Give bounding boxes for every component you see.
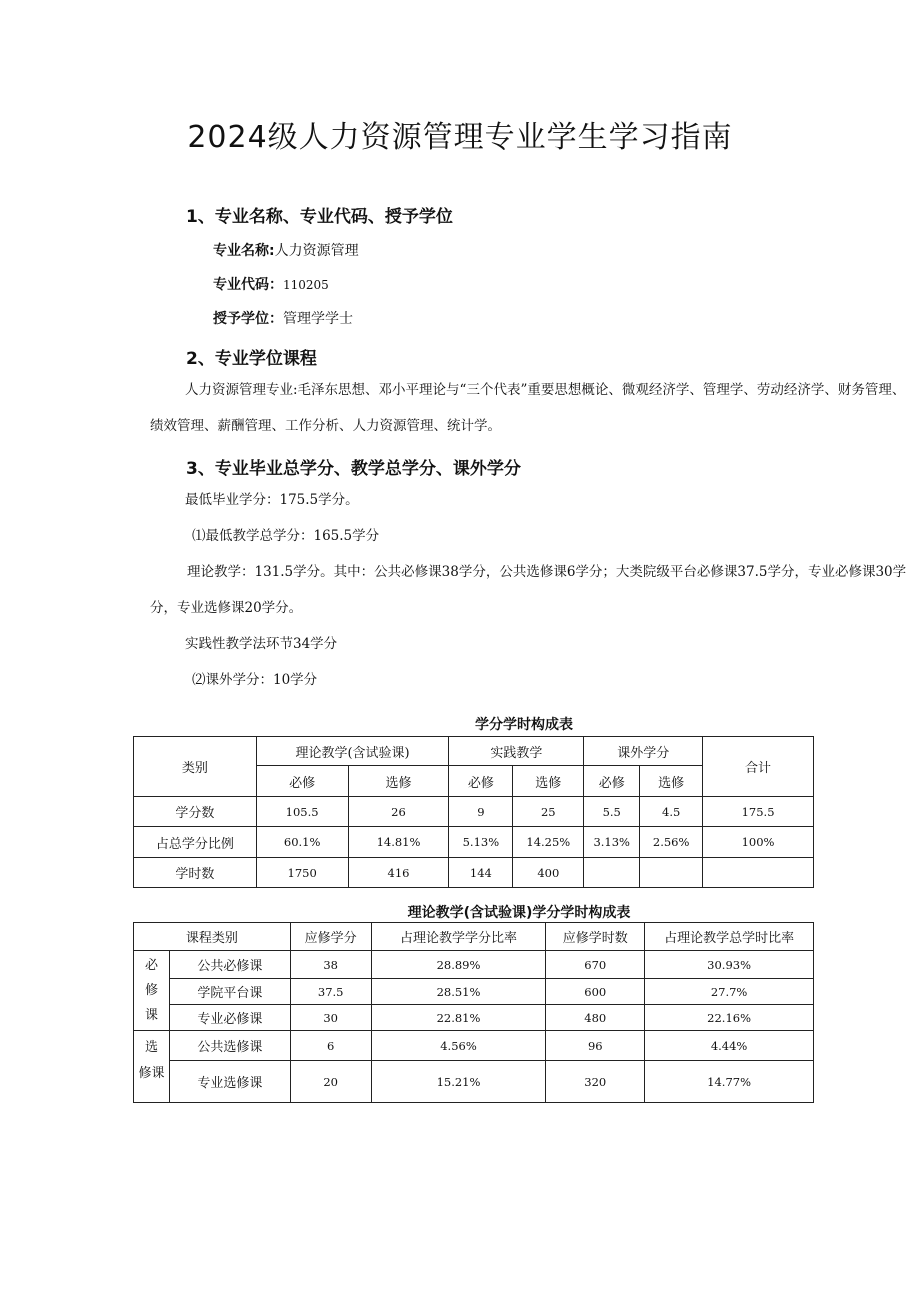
table-cell: 28.51% xyxy=(371,979,546,1005)
header-extra-required: 必修 xyxy=(584,766,640,797)
table-row xyxy=(134,951,814,979)
major-name-field xyxy=(213,240,359,260)
table-cell: 320 xyxy=(546,1061,645,1103)
table-cell xyxy=(703,858,814,888)
table-row xyxy=(134,797,814,827)
table-cell: 27.7% xyxy=(645,979,814,1005)
table-cell: 600 xyxy=(546,979,645,1005)
course-name: 公共选修课 xyxy=(169,1031,290,1061)
table-row xyxy=(134,1005,814,1031)
table-row xyxy=(134,827,814,858)
degree-label: 授予学位： xyxy=(213,311,283,327)
degree-field xyxy=(213,308,353,328)
theory-teaching-text: 理论教学：131.5学分。其中：公共必修课38学分，公共选修课6学分；大类院级平台必修课37.5学分，专业必修课30学分，专业选修课20学分。 xyxy=(150,564,907,616)
table1-caption: 学分学时构成表 xyxy=(475,717,573,733)
table2-caption: 理论教学(含试验课)学分学时构成表 xyxy=(407,905,631,921)
row-label: 占总学分比例 xyxy=(134,827,257,858)
course-name: 专业选修课 xyxy=(169,1061,290,1103)
table-cell: 30.93% xyxy=(645,951,814,979)
header-practice-elective: 选修 xyxy=(513,766,584,797)
header-category: 类别 xyxy=(134,737,257,797)
table-row xyxy=(134,1061,814,1103)
header-hours: 应修学时数 xyxy=(546,923,645,951)
row-label: 学时数 xyxy=(134,858,257,888)
table-row xyxy=(134,1031,814,1061)
section-2-heading: 2、专业学位课程 xyxy=(186,349,317,369)
course-name: 专业必修课 xyxy=(169,1005,290,1031)
table-cell: 14.77% xyxy=(645,1061,814,1103)
credit-hours-table xyxy=(133,736,814,888)
major-code-field xyxy=(213,274,329,294)
header-theory-required: 必修 xyxy=(256,766,348,797)
min-teaching-credits: ⑴最低教学总学分：165.5学分 xyxy=(192,528,380,544)
table-cell: 144 xyxy=(449,858,513,888)
table-cell: 480 xyxy=(546,1005,645,1031)
header-practice: 实践教学 xyxy=(449,737,584,766)
table-cell: 400 xyxy=(513,858,584,888)
theory-credit-table xyxy=(133,922,814,1103)
table-cell: 416 xyxy=(348,858,449,888)
header-course-type: 课程类别 xyxy=(134,923,291,951)
table-cell xyxy=(584,858,640,888)
page-title: 2024级人力资源管理专业学生学习指南 xyxy=(187,120,733,155)
table-cell: 4.56% xyxy=(371,1031,546,1061)
table-row xyxy=(134,979,814,1005)
extra-credits: ⑵课外学分：10学分 xyxy=(192,672,318,688)
degree-courses-text: 人力资源管理专业:毛泽东思想、邓小平理论与“三个代表”重要思想概论、微观经济学、管理学、劳动经济学、财务管理、绩效管理、薪酬管理、工作分析、人力资源管理、统计学。 xyxy=(150,382,906,434)
course-name: 学院平台课 xyxy=(169,979,290,1005)
table-cell: 26 xyxy=(348,797,449,827)
major-code-value: 110205 xyxy=(283,278,329,292)
table-cell: 4.44% xyxy=(645,1031,814,1061)
table-cell: 15.21% xyxy=(371,1061,546,1103)
row-label: 学分数 xyxy=(134,797,257,827)
section-3-heading: 3、专业毕业总学分、教学总学分、课外学分 xyxy=(186,459,521,479)
course-name: 公共必修课 xyxy=(169,951,290,979)
table-cell: 1750 xyxy=(256,858,348,888)
table-cell: 14.25% xyxy=(513,827,584,858)
table-cell: 105.5 xyxy=(256,797,348,827)
major-name-label: 专业名称: xyxy=(213,243,275,259)
major-code-label: 专业代码： xyxy=(213,277,283,293)
table-cell: 25 xyxy=(513,797,584,827)
section-1-heading: 1、专业名称、专业代码、授予学位 xyxy=(186,207,453,227)
table-cell: 37.5 xyxy=(290,979,371,1005)
table-cell: 22.81% xyxy=(371,1005,546,1031)
practice-credits: 实践性教学法环节34学分 xyxy=(185,636,338,652)
header-credit-ratio: 占理论教学学分比率 xyxy=(371,923,546,951)
group-required: 必 修 课 xyxy=(134,951,170,1031)
header-extra: 课外学分 xyxy=(584,737,703,766)
table-cell: 30 xyxy=(290,1005,371,1031)
header-theory-elective: 选修 xyxy=(348,766,449,797)
min-grad-credits: 最低毕业学分：175.5学分。 xyxy=(185,492,359,508)
table-cell: 6 xyxy=(290,1031,371,1061)
table-cell: 5.13% xyxy=(449,827,513,858)
table-cell: 22.16% xyxy=(645,1005,814,1031)
table-cell: 3.13% xyxy=(584,827,640,858)
table-cell: 28.89% xyxy=(371,951,546,979)
table-cell: 60.1% xyxy=(256,827,348,858)
table-cell: 20 xyxy=(290,1061,371,1103)
header-hour-ratio: 占理论教学总学时比率 xyxy=(645,923,814,951)
header-practice-required: 必修 xyxy=(449,766,513,797)
table-cell: 14.81% xyxy=(348,827,449,858)
major-name-value: 人力资源管理 xyxy=(274,243,359,259)
table-row xyxy=(134,858,814,888)
table-cell: 5.5 xyxy=(584,797,640,827)
table-cell: 38 xyxy=(290,951,371,979)
group-elective: 选 修课 xyxy=(134,1031,170,1103)
table-cell: 100% xyxy=(703,827,814,858)
table-cell: 96 xyxy=(546,1031,645,1061)
header-theory: 理论教学(含试验课) xyxy=(256,737,449,766)
header-credits: 应修学分 xyxy=(290,923,371,951)
degree-value: 管理学学士 xyxy=(283,311,353,327)
table-cell: 4.5 xyxy=(640,797,703,827)
table-cell xyxy=(640,858,703,888)
header-extra-elective: 选修 xyxy=(640,766,703,797)
table-cell: 2.56% xyxy=(640,827,703,858)
table-cell: 175.5 xyxy=(703,797,814,827)
header-total: 合计 xyxy=(703,737,814,797)
table-cell: 670 xyxy=(546,951,645,979)
table-cell: 9 xyxy=(449,797,513,827)
